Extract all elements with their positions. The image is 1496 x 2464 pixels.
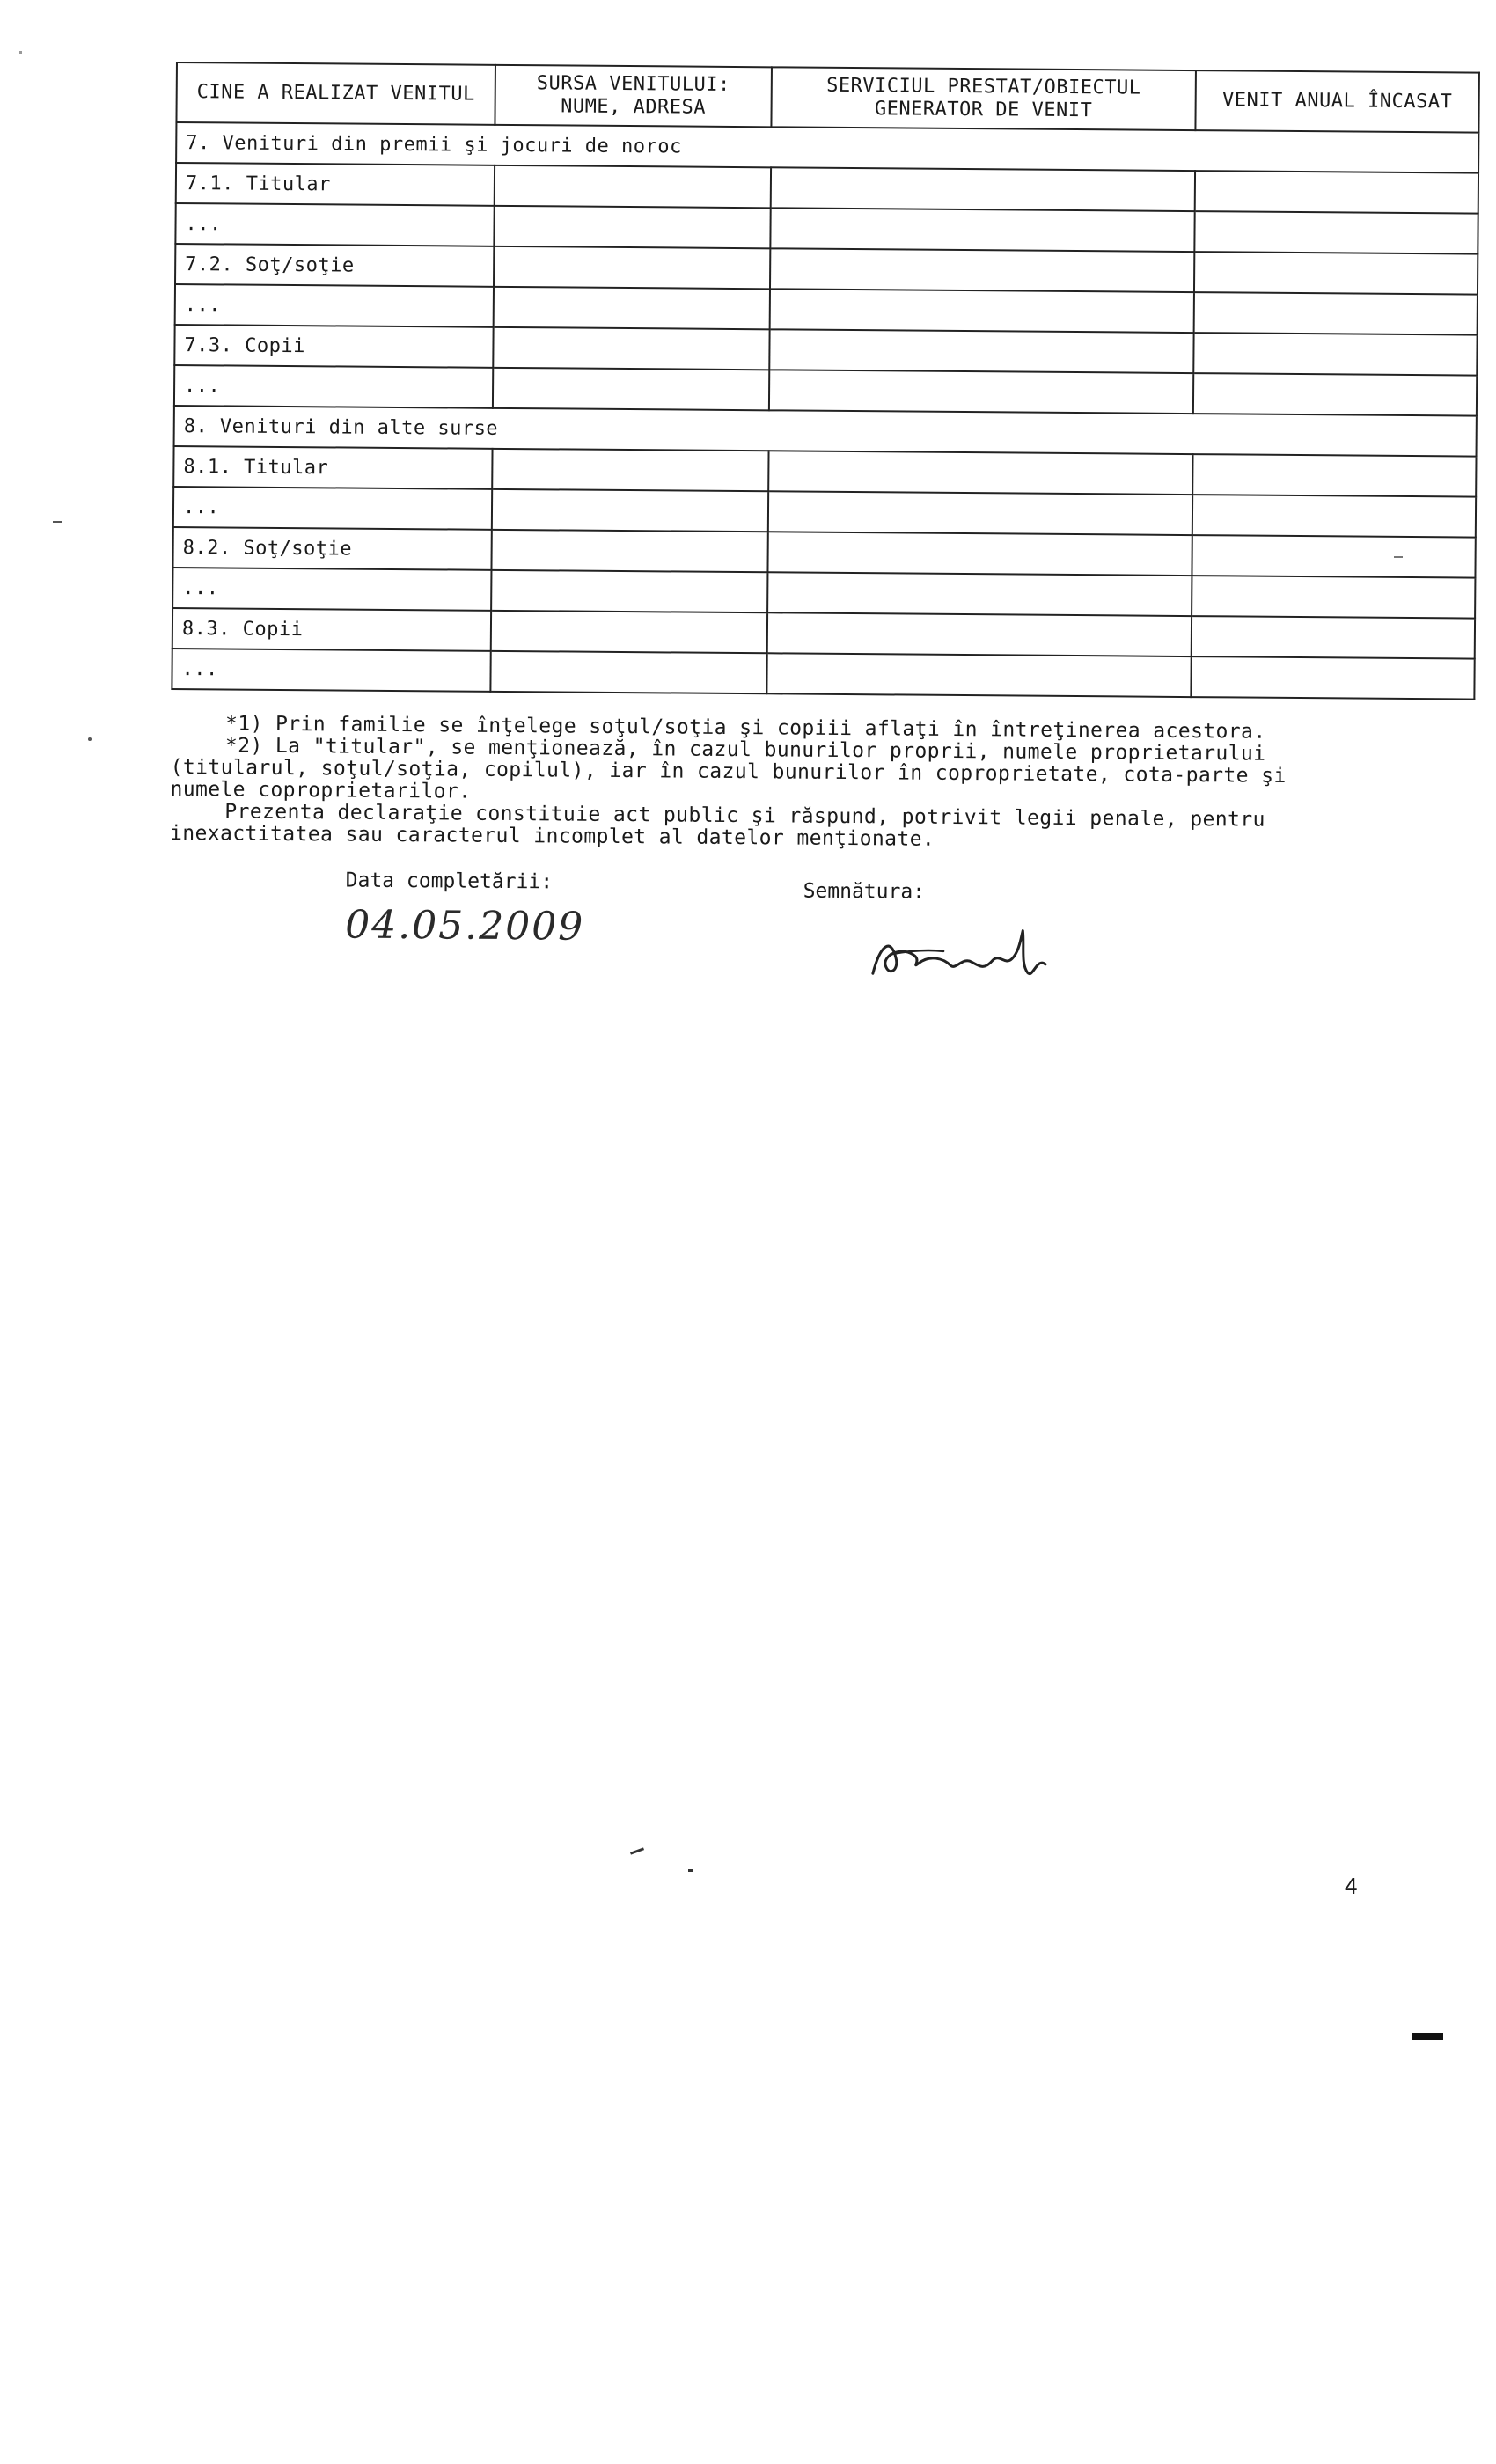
- empty-cell: [770, 248, 1194, 292]
- table-header-row: [176, 62, 1478, 133]
- row-label: 7.1. Titular: [176, 163, 495, 206]
- empty-cell: [771, 167, 1195, 211]
- row-label: 7.2. Soţ/soţie: [175, 244, 494, 287]
- signature-label: Semnătura:: [803, 879, 926, 904]
- empty-cell: [768, 451, 1192, 495]
- empty-cell: [1194, 211, 1478, 254]
- empty-cell: [1192, 616, 1475, 659]
- footnote-titular: *2) La "titular", se menţionează, în cazul bunurilor proprii, numele proprietarului (titularul, soţul/soţia, copilul), iar în cazul bunurilor în coproprietate, cota-parte şi numele coproprietarilor.: [170, 734, 1287, 803]
- empty-cell: [491, 530, 767, 572]
- empty-cell: [494, 246, 770, 289]
- empty-cell: [766, 653, 1191, 697]
- empty-cell: [1191, 656, 1474, 700]
- scan-speck: [688, 1869, 693, 1872]
- row-label: 8.3. Copii: [172, 608, 491, 651]
- empty-cell: [767, 612, 1192, 656]
- row-label: ...: [174, 365, 493, 408]
- header-source: SURSA VENITULUI: NUME, ADRESA: [495, 65, 772, 127]
- empty-cell: [1193, 333, 1477, 376]
- section-7-title: 7. Venituri din premii şi jocuri de noroc: [176, 122, 1478, 173]
- empty-cell: [1194, 292, 1478, 335]
- handwritten-date: 04.05.2009: [345, 902, 585, 950]
- empty-cell: [495, 165, 771, 208]
- page-number: 4: [1345, 1873, 1358, 1899]
- handwritten-signature: [864, 919, 1076, 991]
- row-label: ...: [175, 284, 494, 327]
- empty-cell: [1192, 535, 1475, 578]
- row-label: ...: [173, 487, 492, 530]
- header-who: CINE A REALIZAT VENITUL: [176, 62, 495, 125]
- empty-cell: [1193, 373, 1477, 416]
- income-table: [171, 62, 1480, 700]
- empty-cell: [768, 491, 1192, 535]
- empty-cell: [494, 287, 770, 329]
- empty-cell: [770, 289, 1194, 333]
- footnote-family: *1) Prin familie se înţelege soţul/soţia şi copiii aflaţi în întreţinerea acestora.: [224, 712, 1266, 744]
- scan-speck: [1394, 556, 1403, 558]
- row-label: ...: [172, 649, 490, 692]
- empty-cell: [1194, 252, 1478, 295]
- empty-cell: [1192, 576, 1475, 619]
- empty-cell: [492, 489, 768, 532]
- empty-cell: [1192, 454, 1476, 497]
- declaration-statement: Prezenta declaraţie constituie act public şi răspund, potrivit legii penale, pentru inexactitatea sau caracterul incomplet al datelor menţionate.: [170, 800, 1265, 851]
- empty-cell: [769, 329, 1193, 373]
- empty-cell: [494, 206, 770, 248]
- signature-area: [169, 868, 1419, 1018]
- empty-cell: [767, 532, 1192, 576]
- scan-speck: [19, 51, 22, 54]
- empty-cell: [490, 651, 766, 693]
- empty-cell: [769, 370, 1193, 414]
- header-service: SERVICIUL PRESTAT/OBIECTUL GENERATOR DE VENIT: [771, 67, 1196, 130]
- scan-speck: [630, 1847, 644, 1854]
- scan-bar: [1412, 2033, 1443, 2040]
- empty-cell: [770, 208, 1194, 252]
- empty-cell: [492, 449, 768, 491]
- empty-cell: [1195, 171, 1478, 214]
- empty-cell: [767, 572, 1192, 616]
- row-label: ...: [175, 203, 494, 246]
- header-annual-income: VENIT ANUAL ÎNCASAT: [1195, 70, 1479, 133]
- section-8-title: 8. Venituri din alte surse: [174, 406, 1477, 457]
- footnotes: [170, 713, 1306, 854]
- row-label: 8.2. Soţ/soţie: [172, 527, 491, 570]
- row-label: 8.1. Titular: [173, 446, 492, 489]
- date-label: Data completării:: [345, 869, 554, 894]
- scanned-content: [169, 62, 1453, 1018]
- empty-cell: [493, 368, 769, 410]
- empty-cell: [491, 611, 767, 653]
- empty-cell: [491, 570, 767, 612]
- scan-speck: [53, 521, 62, 523]
- scan-speck: [88, 737, 92, 741]
- row-label: ...: [172, 568, 491, 611]
- empty-cell: [493, 327, 769, 370]
- empty-cell: [1192, 495, 1476, 538]
- row-label: 7.3. Copii: [174, 325, 493, 368]
